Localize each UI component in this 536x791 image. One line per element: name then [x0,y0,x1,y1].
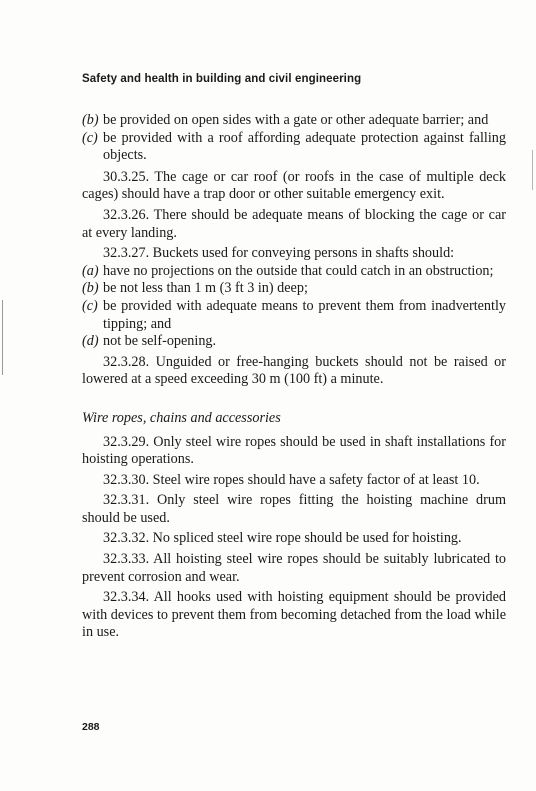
item-label: (b) [82,280,99,297]
item-text: not be self-opening. [103,333,217,350]
list-item [82,130,506,165]
paragraph: 32.3.32. No spliced steel wire rope should be used for hoisting. [103,530,462,547]
item-label: (d) [82,333,99,350]
paragraph: 32.3.29. Only steel wire ropes should be used in shaft installations for hoisting operations. [82,433,506,468]
scan-edge-mark-left [2,300,3,375]
paragraph: 32.3.30. Steel wire ropes should have a safety factor of at least 10. [103,471,480,488]
paragraph: 32.3.33. All hoisting steel wire ropes should be suitably lubricated to prevent corrosion and wear. [82,551,506,585]
item-text: be provided with a roof affording adequate protection against falling objects. [103,129,506,164]
running-head: Safety and health in building and civil engineering [82,73,362,85]
item-text: be provided on open sides with a gate or other adequate barrier; and [103,112,489,128]
item-text: have no projections on the outside that could catch in an obstruction; [103,262,494,279]
section-heading: Wire ropes, chains and accessories [82,409,281,426]
list-item [82,333,506,351]
scan-edge-mark-right [532,150,533,190]
paragraph: 32.3.27. Buckets used for conveying persons in shafts should: [103,245,455,262]
item-label: (b) [82,112,99,128]
paragraph: 32.3.28. Unguided or free-hanging buckets should not be raised or lowered at a speed exceeding 30 m (100 ft) a minute. [82,353,506,388]
list-item [82,112,506,130]
item-label: (c) [82,297,98,314]
item-text: be not less than 1 m (3 ft 3 in) deep; [103,280,308,297]
item-label: (c) [82,129,98,146]
paragraph: 32.3.31. Only steel wire ropes fitting the hoisting machine drum should be used. [82,492,506,526]
paragraph: 30.3.25. The cage or car roof (or roofs in the case of multiple deck cages) should have a trap door or other suitable emergency exit. [82,168,506,203]
paragraph: 32.3.26. There should be adequate means of blocking the cage or car at every landing. [82,206,506,241]
list-item [82,298,506,333]
item-text: be provided with adequate means to prevent them from inadvertently tipping; and [103,297,506,332]
page-number: 288 [82,721,100,733]
item-label: (a) [82,262,99,279]
paragraph: 32.3.34. All hooks used with hoisting equipment should be provided with devices to prevent them from becoming detached from the load while in use. [82,589,506,641]
list-item [82,263,506,281]
body-text [82,112,506,642]
list-item [82,280,506,298]
